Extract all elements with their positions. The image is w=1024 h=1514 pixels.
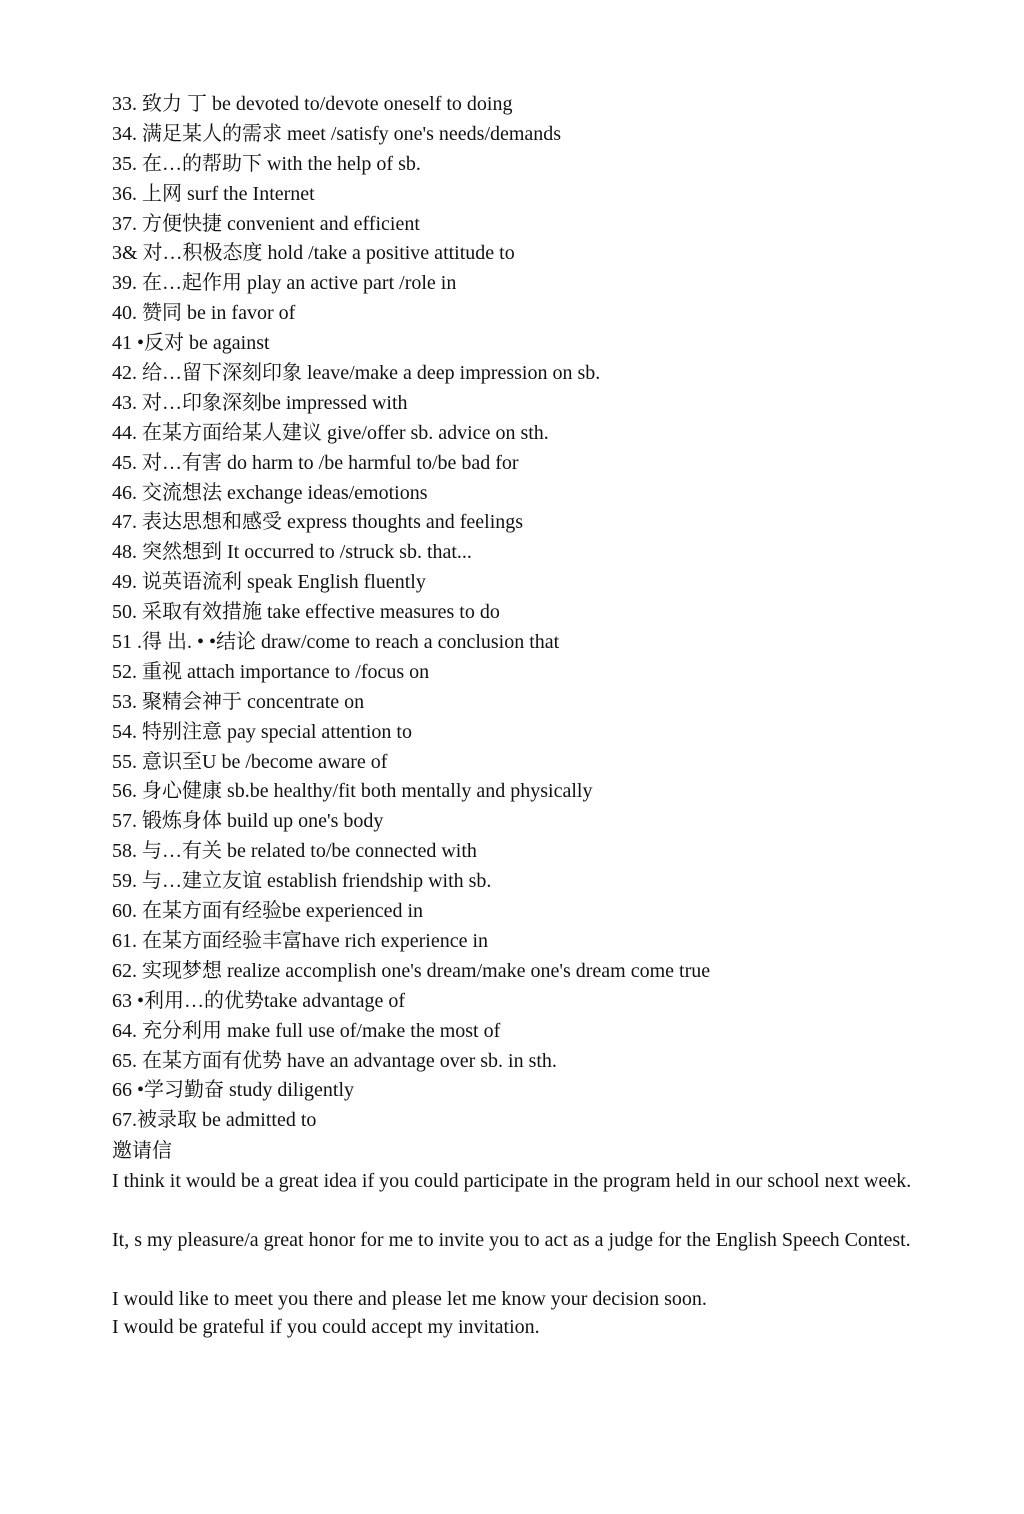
phrase-item: 65. 在某方面有优势 have an advantage over sb. in sth. xyxy=(112,1049,557,1072)
phrase-item: 58. 与…有关 be related to/be connected with xyxy=(112,840,477,863)
document-page xyxy=(112,90,912,1340)
phrase-item: 3& 对…积极态度 hold /take a positive attitude to xyxy=(112,242,515,265)
phrase-item: 64. 充分利用 make full use of/make the most of xyxy=(112,1019,501,1042)
phrase-item: 57. 锻炼身体 build up one's body xyxy=(112,810,384,833)
phrase-item: 55. 意识至U be /become aware of xyxy=(112,750,388,773)
phrase-item: 36. 上网 surf the Internet xyxy=(112,182,315,205)
phrase-item: 50. 采取有效措施 take effective measures to do xyxy=(112,601,500,624)
phrase-item: 61. 在某方面经验丰富have rich experience in xyxy=(112,929,489,952)
phrase-item: 59. 与…建立友谊 establish friendship with sb. xyxy=(112,870,492,893)
phrase-item: 40. 赞同 be in favor of xyxy=(112,302,296,325)
phrase-item: 41 •反对 be against xyxy=(112,332,270,355)
phrase-item: 63 •利用…的优势take advantage of xyxy=(112,989,406,1012)
letter-paragraph-invitation: It, s my pleasure/a great honor for me to invite you to act as a judge for the English Speech Contest. xyxy=(112,1229,911,1252)
phrase-item: 48. 突然想到 It occurred to /struck sb. that... xyxy=(112,541,472,564)
phrase-item: 35. 在…的帮助下 with the help of sb. xyxy=(112,152,421,175)
phrase-item: 67.被录取 be admitted to xyxy=(112,1109,317,1132)
phrase-list xyxy=(112,90,912,1136)
phrase-item: 34. 满足某人的需求 meet /satisfy one's needs/demands xyxy=(112,122,562,145)
phrase-item: 54. 特别注意 pay special attention to xyxy=(112,720,412,743)
phrase-item: 56. 身心健康 sb.be healthy/fit both mentally and physically xyxy=(112,780,593,803)
phrase-item: 44. 在某方面给某人建议 give/offer sb. advice on sth. xyxy=(112,421,549,444)
phrase-item: 43. 对…印象深刻be impressed with xyxy=(112,391,408,414)
letter-paragraph-opening: I think it would be a great idea if you could participate in the program held in our school next week. xyxy=(112,1170,912,1193)
phrase-item: 37. 方便快捷 convenient and efficient xyxy=(112,212,420,235)
letter-paragraph-closing: I would be grateful if you could accept my invitation. xyxy=(112,1316,540,1339)
phrase-item: 42. 给…留下深刻印象 leave/make a deep impression on sb. xyxy=(112,362,601,385)
phrase-item: 52. 重视 attach importance to /focus on xyxy=(112,660,430,683)
letter-paragraph-meet: I would like to meet you there and please let me know your decision soon. xyxy=(112,1288,707,1311)
phrase-item: 62. 实现梦想 realize accomplish one's dream/make one's dream come true xyxy=(112,959,711,982)
phrase-item: 51 .得 出. • •结论 draw/come to reach a conclusion that xyxy=(112,631,560,654)
phrase-item: 47. 表达思想和感受 express thoughts and feelings xyxy=(112,511,524,534)
phrase-item: 53. 聚精会神于 concentrate on xyxy=(112,690,365,713)
letter-section-title: 邀请信 xyxy=(112,1140,172,1163)
phrase-item: 45. 对…有害 do harm to /be harmful to/be bad for xyxy=(112,451,519,474)
phrase-item: 46. 交流想法 exchange ideas/emotions xyxy=(112,481,428,504)
phrase-item: 33. 致力 丁 be devoted to/devote oneself to doing xyxy=(112,93,513,115)
phrase-item: 66 •学习勤奋 study diligently xyxy=(112,1079,355,1102)
phrase-item: 39. 在…起作用 play an active part /role in xyxy=(112,272,457,295)
phrase-item: 49. 说英语流利 speak English fluently xyxy=(112,571,426,594)
phrase-item: 60. 在某方面有经验be experienced in xyxy=(112,900,424,923)
